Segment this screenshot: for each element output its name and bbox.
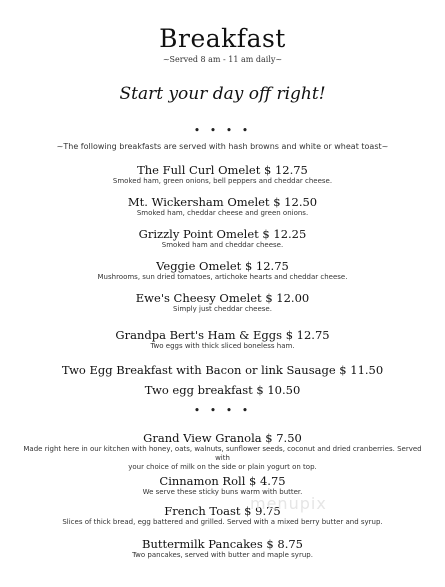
item-name: Mt. Wickersham Omelet $ 12.50 (127, 195, 318, 209)
item-name: Ewe's Cheesy Omelet $ 12.00 (135, 291, 310, 305)
separator-dots: • • • • (193, 124, 252, 137)
intro-note: ~The following breakfasts are served with hash browns and white or wheat toast~ (56, 142, 389, 151)
item-description: Slices of thick bread, egg battered and grilled. Served with a mixed berry butter and syrup. (62, 518, 383, 526)
item-name: French Toast $ 9.75 (164, 504, 281, 518)
menu-item (0, 537, 445, 560)
separator-dots: • • • • (193, 404, 252, 417)
item-name: Grand View Granola $ 7.50 (143, 431, 302, 445)
menu-item (0, 259, 445, 282)
menu-item (0, 431, 445, 472)
menu-item (0, 504, 445, 527)
menu-item (0, 328, 445, 351)
item-name: Cinnamon Roll $ 4.75 (159, 474, 286, 488)
menu-item (0, 474, 445, 497)
item-description: Simply just cheddar cheese. (173, 305, 272, 313)
item-name: Buttermilk Pancakes $ 8.75 (142, 537, 303, 551)
watermark: menupix (250, 494, 327, 513)
menu-item (0, 163, 445, 186)
item-name: The Full Curl Omelet $ 12.75 (137, 163, 308, 177)
menu-item (0, 195, 445, 218)
item-description: your choice of milk on the side or plain yogurt on top. (128, 463, 317, 471)
item-name: Two Egg Breakfast with Bacon or link Sausage $ 11.50 (61, 363, 384, 377)
menu-item (0, 227, 445, 250)
item-description: Mushrooms, sun dried tomatoes, artichoke hearts and cheddar cheese. (97, 273, 348, 281)
item-description: Two pancakes, served with butter and maple syrup. (132, 551, 313, 559)
item-description: Made right here in our kitchen with honey, oats, walnuts, sunflower seeds, coconut and dried cranberries. Served with (23, 445, 422, 462)
menu-item (0, 291, 445, 314)
item-description: Two eggs with thick sliced boneless ham. (150, 342, 295, 350)
item-description: Smoked ham, cheddar cheese and green onions. (136, 209, 309, 217)
page-title: Breakfast (159, 24, 286, 53)
tagline: Start your day off right! (119, 84, 326, 104)
item-name: Veggie Omelet $ 12.75 (156, 259, 289, 273)
item-name: Grandpa Bert's Ham & Eggs $ 12.75 (115, 328, 330, 342)
item-name: Grizzly Point Omelet $ 12.25 (138, 227, 307, 241)
item-description: We serve these sticky buns warm with butter. (142, 488, 303, 496)
menu-item (0, 383, 445, 397)
menu-item (0, 363, 445, 377)
item-name: Two egg breakfast $ 10.50 (144, 383, 301, 397)
item-description: Smoked ham, green onions, bell peppers and cheddar cheese. (112, 177, 333, 185)
item-description: Smoked ham and cheddar cheese. (161, 241, 284, 249)
served-hours: ~Served 8 am - 11 am daily~ (162, 55, 283, 64)
